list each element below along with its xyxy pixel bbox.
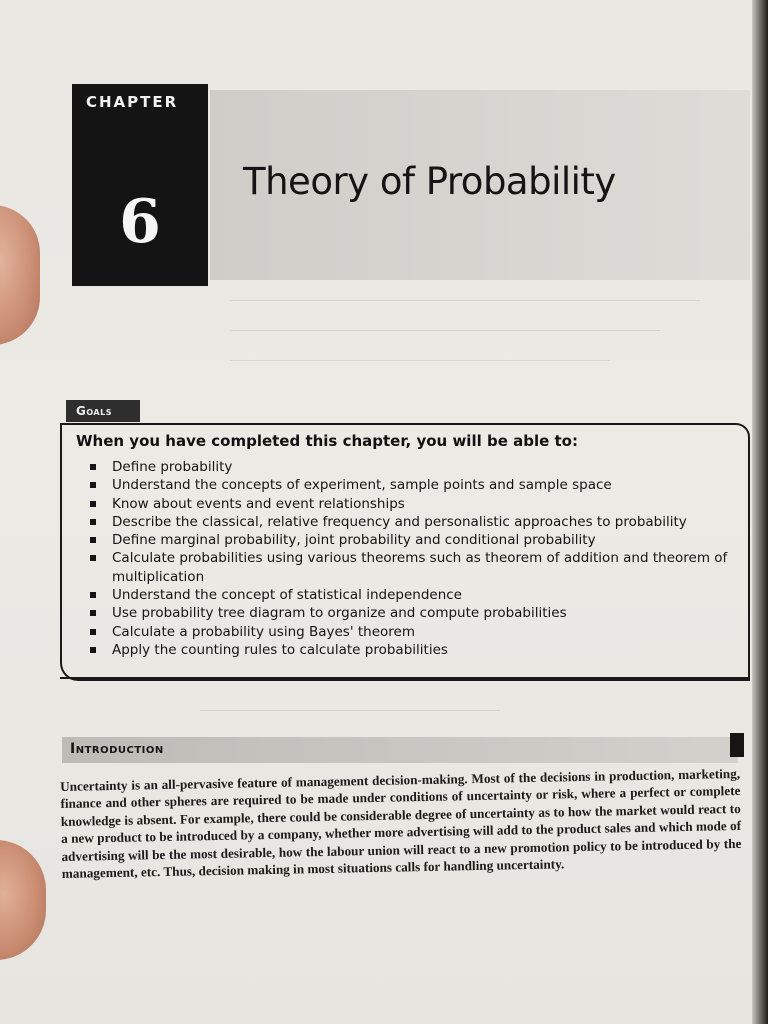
goals-box-corner (60, 423, 80, 681)
page-edge-shadow (752, 0, 768, 1024)
bullet-icon (90, 482, 96, 488)
list-item: Define probability (88, 458, 748, 476)
chapter-label: CHAPTER (86, 93, 179, 111)
introduction-band-marker (730, 733, 744, 757)
list-item: Know about events and event relationships (88, 495, 748, 513)
bullet-icon (90, 610, 96, 616)
list-item: Calculate a probability using Bayes' theorem (88, 623, 748, 641)
bullet-icon (90, 519, 96, 525)
list-item: Understand the concept of statistical independence (88, 586, 748, 604)
bullet-icon (90, 647, 96, 653)
goals-box-bottom (78, 679, 750, 681)
list-item: Describe the classical, relative frequency and personalistic approaches to probability (88, 513, 748, 531)
goals-list (88, 458, 748, 659)
chapter-number: 6 (119, 187, 161, 257)
list-item: Define marginal probability, joint probability and conditional probability (88, 531, 748, 549)
bullet-icon (90, 464, 96, 470)
goals-heading: When you have completed this chapter, you will be able to: (76, 432, 578, 450)
bullet-icon (90, 629, 96, 635)
chapter-badge (72, 84, 208, 286)
introduction-paragraph: Uncertainty is an all-pervasive feature of management decision-making. Most of the decisions in production, marketing, finance and other spheres are required to be made under conditions of uncertainty or risk, where a perfect or complete knowledge is absent. For example, there could be considerable degree of uncertainty as to how the market would react to a new product to be introduced by a company, whether more advertising will add to the product sales and which mode of advertising will be the most desirable, how the labour union will react to a new promotion policy to be introduced by the management, etc. Thus, decision making in most situations calls for handling uncertainty. (60, 765, 742, 882)
list-item: Understand the concepts of experiment, sample points and sample space (88, 476, 748, 494)
chapter-title: Theory of Probability (243, 160, 616, 203)
list-item: Calculate probabilities using various theorems such as theorem of addition and theorem of multiplication (88, 549, 748, 586)
bullet-icon (90, 555, 96, 561)
introduction-heading: Introduction (70, 741, 164, 757)
list-item: Use probability tree diagram to organize and compute probabilities (88, 604, 748, 622)
bullet-icon (90, 501, 96, 507)
list-item: Apply the counting rules to calculate probabilities (88, 641, 748, 659)
goals-tab-label: Goals (66, 400, 140, 422)
bullet-icon (90, 592, 96, 598)
bullet-icon (90, 537, 96, 543)
